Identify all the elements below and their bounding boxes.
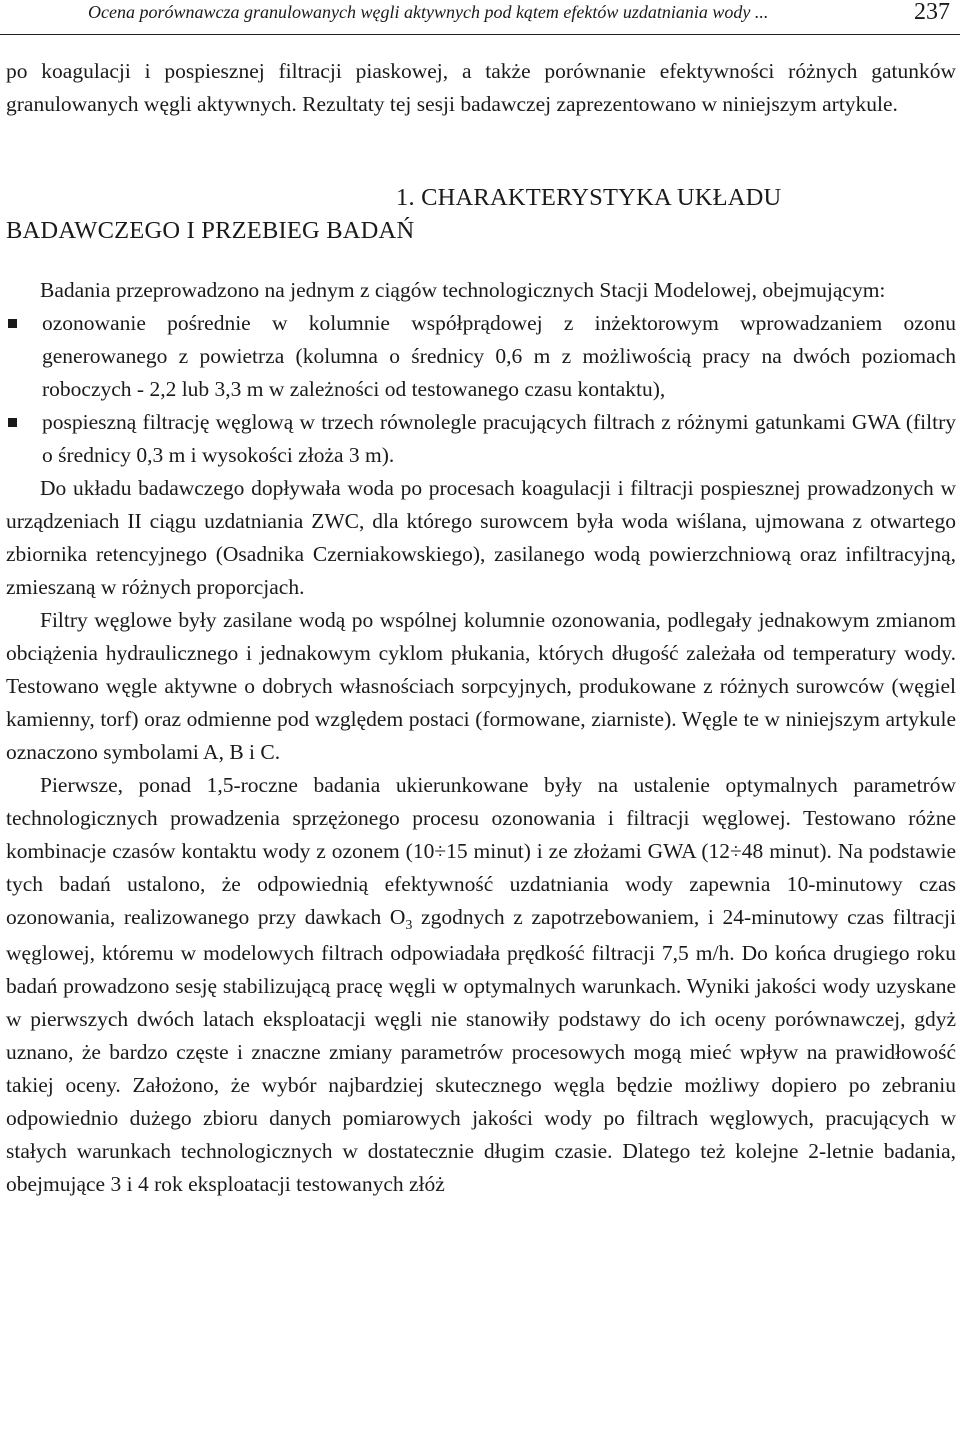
article-body: [6, 55, 956, 1201]
page-header: [0, 0, 960, 35]
paragraph-text: Pierwsze, ponad 1,5-roczne badania ukierunkowane były na ustalenie optymalnych parametrów technologicznych prowadzenia sprzężonego procesu ozonowania i filtracji węglowej. Testowano różne kombinacje czasów kontaktu wody z ozonem (10÷15 minut) i ze złożami GWA (12÷48 minut). Na podstawie tych badań ustalono, że odpowiednią efektywność uzdatniania wody zapewnia 10-minutowy czas ozonowania, realizowanego przy dawkach O: [6, 773, 956, 929]
running-title: Ocena porównawcza granulowanych węgli aktywnych pod kątem efektów uzdatniania wody ...: [88, 2, 769, 22]
list-item: [42, 307, 956, 406]
list-item-text: ozonowanie pośrednie w kolumnie współprądowej z inżektorowym wprowadzaniem ozonu generowanego z powietrza (kolumna o średnicy 0,6 m z możliwością pracy na dwóch poziomach roboczych - 2,2 lub 3,3 m w zależności od testowanego czasu kontaktu),: [42, 311, 956, 401]
paragraph-text: zgodnych z zapotrzebowaniem, i 24-minutowy czas filtracji węglowej, któremu w modelowych filtrach odpowiadała prędkość filtracji 7,5 m/h. Do końca drugiego roku badań prowadzono sesję stabilizującą pracę węgli w optymalnych warunkach. Wyniki jakości wody uzyskane w pierwszych dwóch latach eksploatacji węgli nie stanowiły podstawy do ich oceny porównawczej, gdyż uznano, że bardzo częste i znaczne zmiany parametrów procesowych mogą mieć wpływ na prawidłowość takiej oceny. Założono, że wybór najbardziej skutecznego węgla będzie możliwy dopiero po zebraniu odpowiednio dużego zbioru danych pomiarowych jakości wody po filtrach węglowych, pracujących w stałych warunkach technologicznych w dostatecznie długim czasie. Dlatego też kolejne 2-letnie badania, obejmujące 3 i 4 rok eksploatacji testowanych złóż: [6, 905, 956, 1196]
page-number: 237: [914, 0, 950, 25]
square-bullet-icon: [8, 319, 17, 328]
paragraph-carbon-filters: Filtry węglowe były zasilane wodą po wspólnej kolumnie ozonowania, podlegały jednakowym zmianom obciążenia hydraulicznego i jednakowym cyklom płukania, których długość zależała od temperatury wody. Testowano węgle aktywne o dobrych własnościach sorpcyjnych, produkowane z różnych surowców (węgiel kamienny, torf) oraz odmienne pod względem postaci (formowane, ziarniste). Węgle te w niniejszym artykule oznaczono symbolami A, B i C.: [6, 608, 956, 764]
section-number: 1.: [396, 184, 415, 211]
square-bullet-icon: [8, 418, 17, 427]
list-item: [42, 406, 956, 472]
section-title: CHARAKTERYSTYKA UKŁADU BADAWCZEGO I PRZEBIEG BADAŃ: [6, 184, 782, 244]
section-heading: [6, 181, 956, 247]
paragraph-setup: Badania przeprowadzono na jednym z ciągów technologicznych Stacji Modelowej, obejmującym:: [40, 278, 886, 302]
bullet-list: [6, 307, 956, 472]
subscript: 3: [405, 918, 413, 933]
paragraph-water-source: Do układu badawczego dopływała woda po procesach koagulacji i filtracji pospiesznej prowadzonych w urządzeniach II ciągu uzdatniania ZWC, dla którego surowcem była woda wiślana, ujmowana z otwartego zbiornika retencyjnego (Osadnika Czerniakowskiego), zasilanego wodą powierzchniową oraz infiltracyjną, zmieszaną w różnych proporcjach.: [6, 476, 956, 599]
intro-paragraph: po koagulacji i pospiesznej filtracji piaskowej, a także porównanie efektywności różnych gatunków granulowanych węgli aktywnych. Rezultaty tej sesji badawczej zaprezentowano w niniejszym artykule.: [6, 59, 956, 116]
list-item-text: pospieszną filtrację węglową w trzech równolegle pracujących filtrach z różnymi gatunkami GWA (filtry o średnicy 0,3 m i wysokości złoża 3 m).: [42, 410, 956, 467]
paragraph-study-phases: [6, 769, 956, 1201]
